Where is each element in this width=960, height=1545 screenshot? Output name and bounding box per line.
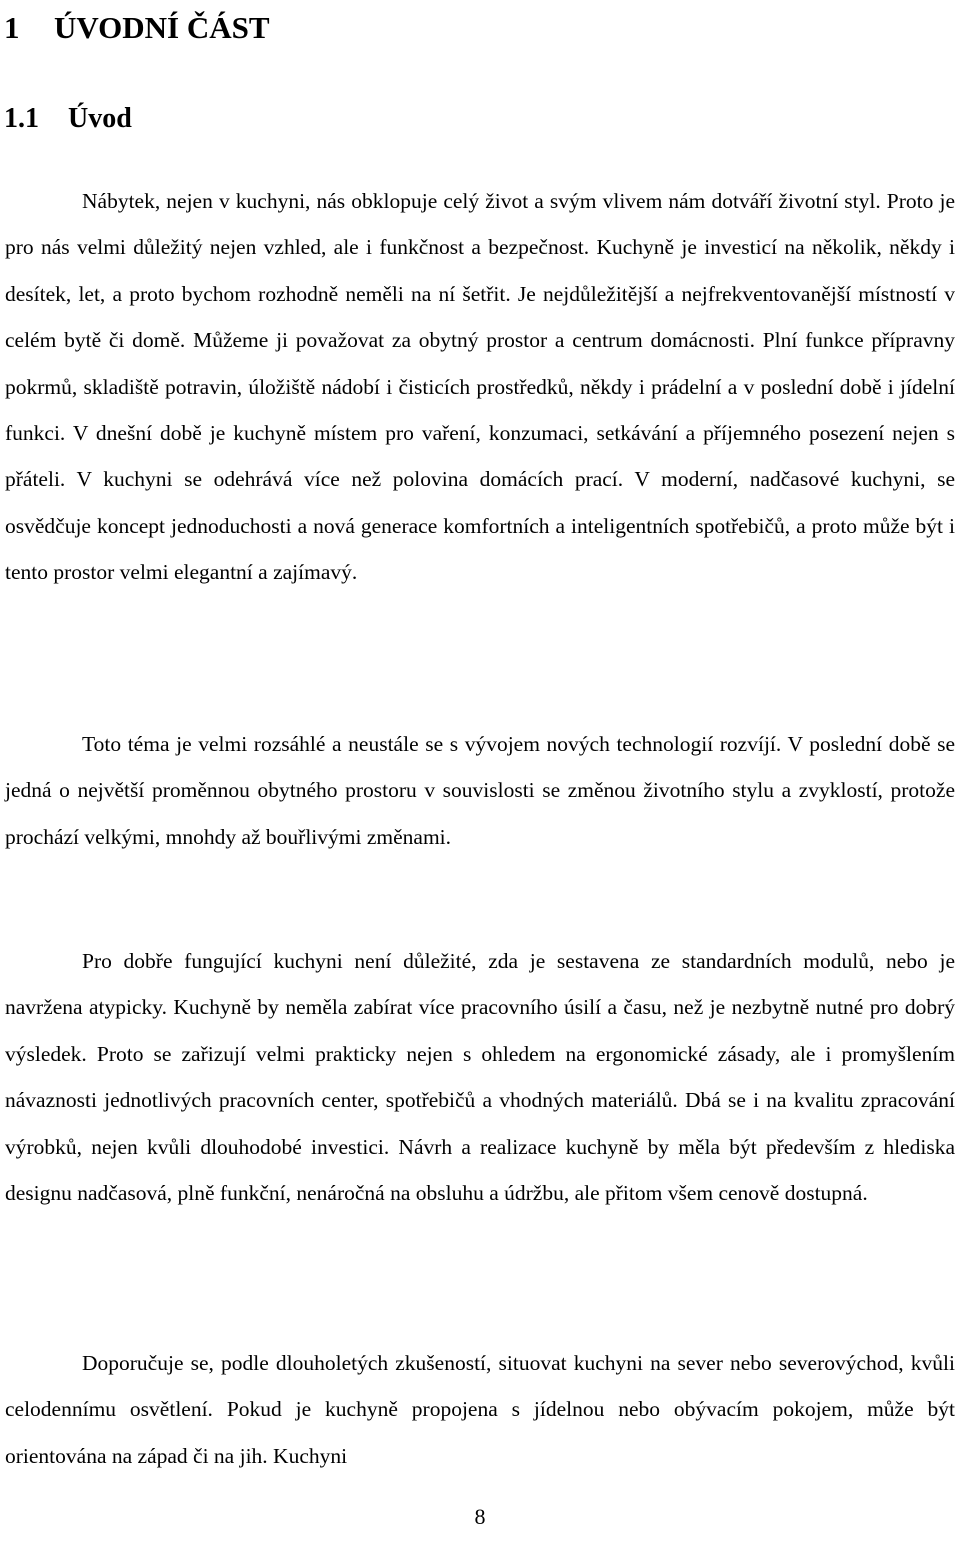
chapter-number: 1 bbox=[4, 10, 20, 45]
section-title: Úvod bbox=[68, 103, 132, 134]
chapter-title: ÚVODNÍ ČÁST bbox=[54, 10, 270, 45]
section-number: 1.1 bbox=[4, 103, 39, 134]
body-paragraph: Doporučuje se, podle dlouholetých zkušeností, situovat kuchyni na sever nebo severovýchod, kvůli celodennímu osvětlení. Pokud je kuchyně propojena s jídelnou nebo obývacím pokojem, může být orientována na západ či na jih. Kuchyni bbox=[5, 1351, 955, 1468]
body-paragraph: Toto téma je velmi rozsáhlé a neustále se s vývojem nových technologií rozvíjí. V poslední době se jedná o největší proměnnou obytného prostoru v souvislosti se změnou životního stylu a zvyklostí, protože prochází velkými, mnohdy až bouřlivými změnami. bbox=[5, 732, 955, 849]
body-paragraph: Nábytek, nejen v kuchyni, nás obklopuje celý život a svým vlivem nám dotváří životní styl. Proto je pro nás velmi důležitý nejen vzhled, ale i funkčnost a bezpečnost. Kuchyně je investicí na několik, někdy i desítek, let, a proto bychom rozhodně neměli na ní šetřit. Je nejdůležitější a nejfrekventovanější místností v celém bytě či domě. Můžeme ji považovat za obytný prostor a centrum domácnosti. Plní funkce přípravny pokrmů, skladiště potravin, úložiště nádobí i čisticích prostředků, někdy i prádelní a v poslední době i jídelní funkci. V dnešní době je kuchyně místem pro vaření, konzumaci, setkávání a příjemného posezení nejen s přáteli. V kuchyni se odehrává více než polovina domácích prací. V moderní, nadčasové kuchyni, se osvědčuje koncept jednoduchosti a nová generace komfortních a inteligentních spotřebičů, a proto může být i tento prostor velmi elegantní a zajímavý. bbox=[5, 189, 955, 585]
chapter-heading bbox=[4, 8, 270, 48]
page-number: 8 bbox=[474, 1504, 486, 1529]
section-heading bbox=[4, 99, 132, 139]
body-paragraph: Pro dobře fungující kuchyni není důležité, zda je sestavena ze standardních modulů, nebo je navržena atypicky. Kuchyně by neměla zabírat více pracovního úsilí a času, než je nezbytně nutné pro dobrý výsledek. Proto se zařizují velmi prakticky nejen s ohledem na ergonomické zásady, ale i promyšlením návaznosti jednotlivých pracovních center, spotřebičů a vhodných materiálů. Dbá se i na kvalitu zpracování výrobků, nejen kvůli dlouhodobé investici. Návrh a realizace kuchyně by měla být především z hlediska designu nadčasová, plně funkční, nenáročná na obsluhu a údržbu, ale přitom všem cenově dostupná. bbox=[5, 949, 955, 1206]
